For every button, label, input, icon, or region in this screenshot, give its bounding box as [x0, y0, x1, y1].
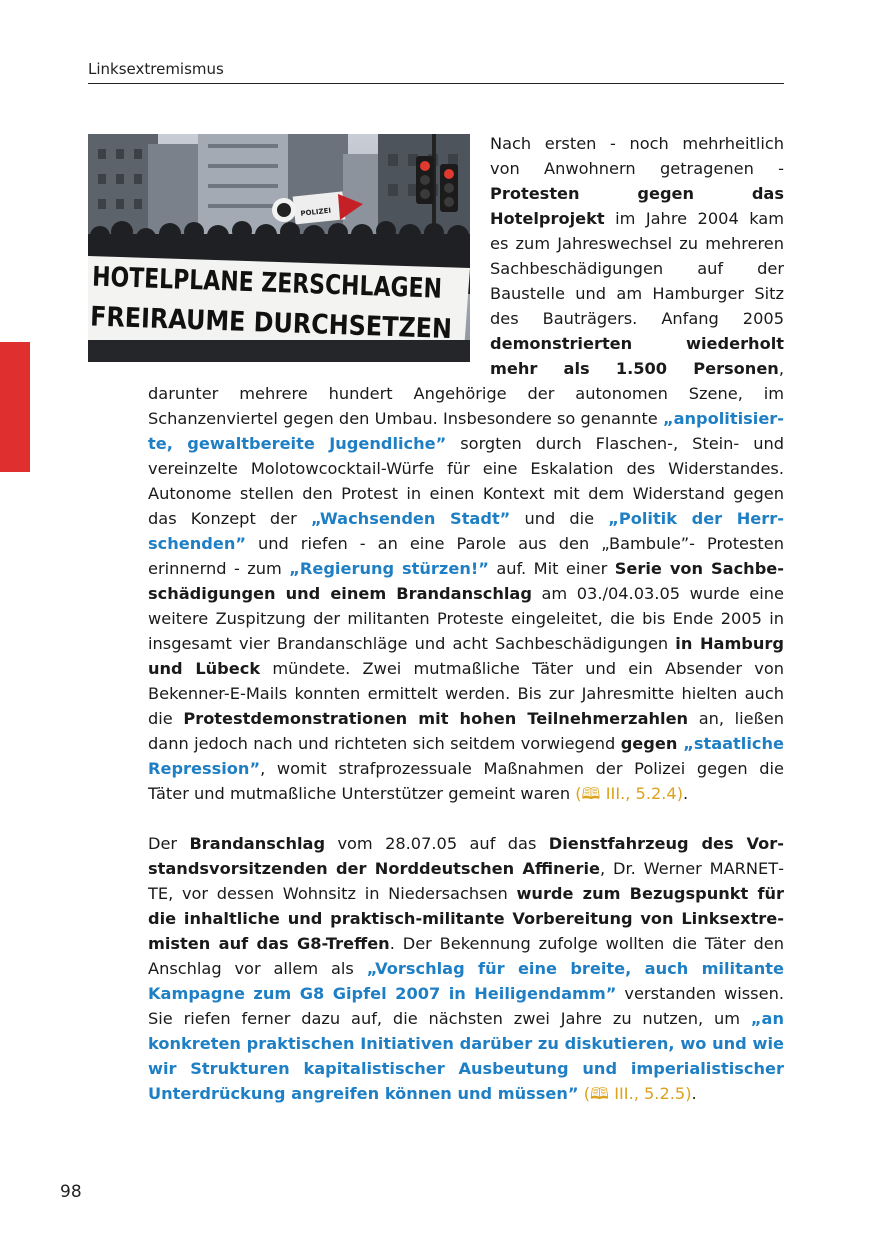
text-segment: .	[691, 1084, 697, 1103]
b-blue-segment: „staatliche Repression”	[148, 734, 784, 778]
text-segment: verstanden wissen. Sie riefen ferner dazu auf, die nächsten zwei Jahre zu nutzen, um	[148, 984, 784, 1028]
chapter-marker-tab	[0, 342, 30, 472]
paragraph-1	[89, 131, 784, 806]
text-segment: .	[683, 784, 689, 803]
text-segment: , Dr. Werner MARNETTE, vor dessen Wohnsitz in Niedersachsen	[148, 859, 784, 903]
protest-photo	[88, 134, 523, 362]
gold-segment: (🕮 III., 5.2.5)	[583, 1084, 692, 1103]
article-body	[89, 131, 785, 1106]
text-segment: Der	[148, 834, 190, 853]
b-segment: Dienstfahrzeug des Vorstandsvorsitzenden der Norddeutschen Affinerie	[148, 834, 784, 878]
b-segment: Brandanschlag	[189, 834, 326, 853]
blue-segment: „anpolitisierte, gewaltbereite Jugendliche”	[148, 409, 784, 453]
text-segment: im Jahre 2004 kam es zum Jahreswechsel zu mehreren Sachbeschädigungen auf der Baustelle und am Hamburger Sitz des Bauträgers. Anfang 2005	[490, 209, 784, 328]
text-segment: an, ließen dann jedoch nach und richteten sich seitdem vorwiegend	[148, 709, 784, 753]
blue-segment: „an konkreten praktischen Initiativen darüber zu diskutieren, wo und wie wir Strukturen kapitalistischer Ausbeutung und imperialistischer Unterdrückung angreifen können und müssen”	[148, 1009, 784, 1103]
text-segment: sorgten durch Flaschen-, Stein- und vereinzelte Molotowcocktail-Würfe für eine Eskalation des Widerstandes. Autonome stellen den Protest in einen Kontext mit dem Widerstand gegen das Konzept der	[148, 434, 784, 528]
text-segment: , womit strafprozessuale Maßnahmen der Polizei gegen die Täter und mutmaßliche Unterstützer gemeint waren	[148, 759, 784, 803]
text-segment: vom 28.07.05 auf das	[325, 834, 549, 853]
text-segment: auf. Mit einer	[488, 559, 615, 578]
header-title: Linksextremismus	[88, 60, 224, 78]
b-segment: in Hamburg und Lübeck	[148, 634, 784, 678]
blue-segment: „Vorschlag für eine breite, auch militante Kampagne zum G8 Gipfel 2007 in Heiligendamm”	[148, 959, 784, 1003]
running-header	[88, 59, 784, 84]
text-segment: mündete. Zwei mutmaßliche Täter und ein Absender von Bekenner-E-Mails konnten ermittelt werden. Bis zur Jahresmitte hielten auch die	[148, 659, 784, 728]
b-segment: Protesten gegen das Hotelprojekt	[490, 184, 784, 228]
blue-segment: „Politik der Herrschenden”	[148, 509, 784, 553]
text-segment: und riefen - an eine Parole aus den „Bambule”- Protesten erinnernd - zum	[148, 534, 784, 578]
b-segment: gegen	[620, 734, 684, 753]
b-segment: wurde zum Bezugspunkt für die inhaltliche und praktisch-militante Vorbereitung von Linksextremisten auf das G8-Treffen	[148, 884, 785, 953]
blue-segment: „Regierung stürzen!”	[289, 559, 489, 578]
text-segment: , darunter mehrere hundert Angehörige der autonomen Szene, im Schanzenviertel gegen den Umbau. Insbesondere so genannte	[148, 359, 784, 428]
text-segment: am 03./04.03.05 wurde eine weitere Zuspitzung der militanten Proteste eingeleitet, die bis Ende 2005 in insgesamt vier Brandanschläge und acht Sachbeschädigungen	[148, 584, 784, 653]
text-segment: Nach ersten - noch mehrheitlich von Anwohnern getragenen -	[490, 134, 784, 178]
text-segment: . Der Bekennung zufolge wollten die Täter den Anschlag vor allem als	[148, 934, 785, 978]
b-segment: demonstrierten wiederholt mehr als 1.500 Personen	[490, 334, 784, 378]
blue-segment: „Wachsenden Stadt”	[310, 509, 511, 528]
paragraph-2	[148, 831, 784, 1106]
b-segment: Serie von Sachbeschädigungen und einem Brandanschlag	[148, 559, 784, 603]
gold-segment: (🕮 III., 5.2.4)	[575, 784, 684, 803]
banner-line-2: FREIRAUME DURCHSETZEN	[89, 301, 501, 347]
banner-line-1: HOTELPLANE ZERSCHLAGEN	[91, 261, 523, 308]
text-segment: und die	[510, 509, 609, 528]
b-segment: Protestdemonstrationen mit hohen Teilnehmerzahlen	[183, 709, 689, 728]
small-sign-text: POLIZEI	[300, 206, 332, 218]
page-number: 98	[60, 1182, 82, 1202]
